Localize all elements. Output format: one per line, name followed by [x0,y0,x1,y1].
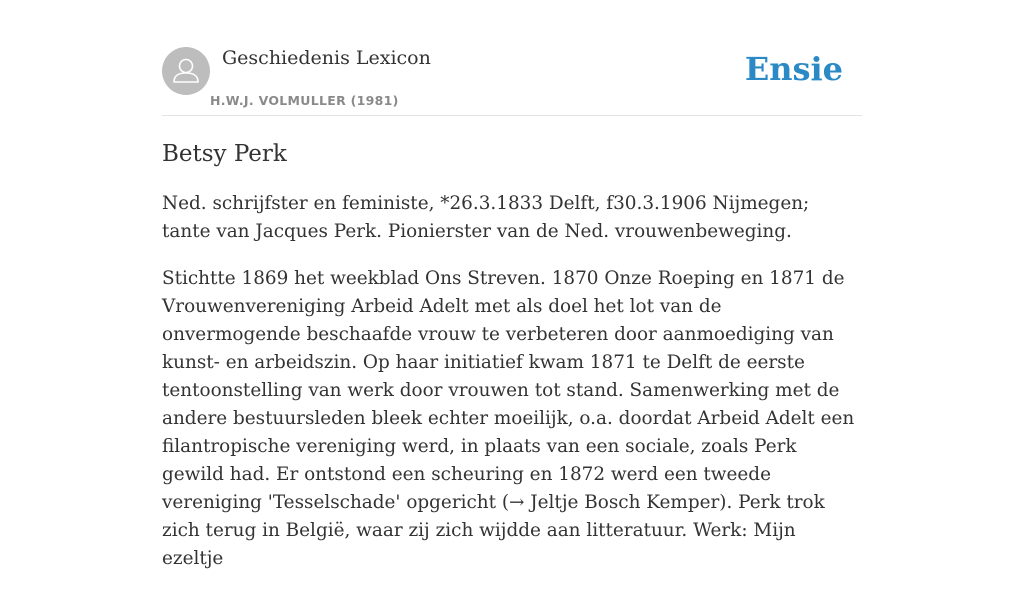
article-body [162,138,862,592]
source-title-link[interactable]: Geschiedenis Lexicon [222,47,431,69]
article-paragraph: Ned. schrijfster en feministe, *26.3.1833 Delft, f30.3.1906 Nijmegen; tante van Jacques Perk. Pionierster van de Ned. vrouwenbeweging. [162,193,810,242]
source-header [162,46,862,116]
user-avatar-icon[interactable] [162,47,210,95]
article-paragraph: Stichtte 1869 het weekblad Ons Streven. 1870 Onze Roeping en 1871 de Vrouwenvereniging Arbeid Adelt met als doel het lot van de onvermogende beschaafde vrouw te verbeteren door aanmoediging van kunst- en arbeidszin. Op haar initiatief kwam 1871 te Delft de eerste tentoonstelling van werk door vrouwen tot stand. Samenwerking met de andere bestuursleden bleek echter moeilijk, o.a. doordat Arbeid Adelt een filantropische vereniging werd, in plaats van een sociale, zoals Perk gewild had. Er ontstond een scheuring en 1872 werd een tweede vereniging 'Tesselschade' opgericht (→ Jeltje Bosch Kemper). Perk trok zich terug in België, waar zij zich wijdde aan litteratuur. Werk: Mijn ezeltje [162,268,855,569]
source-author-link[interactable]: H.W.J. VOLMULLER (1981) [210,93,399,108]
header-divider [162,115,862,116]
person-outline-icon [162,47,210,95]
article-title: Betsy Perk [162,141,287,167]
ensie-logo[interactable]: Ensie [744,50,843,88]
